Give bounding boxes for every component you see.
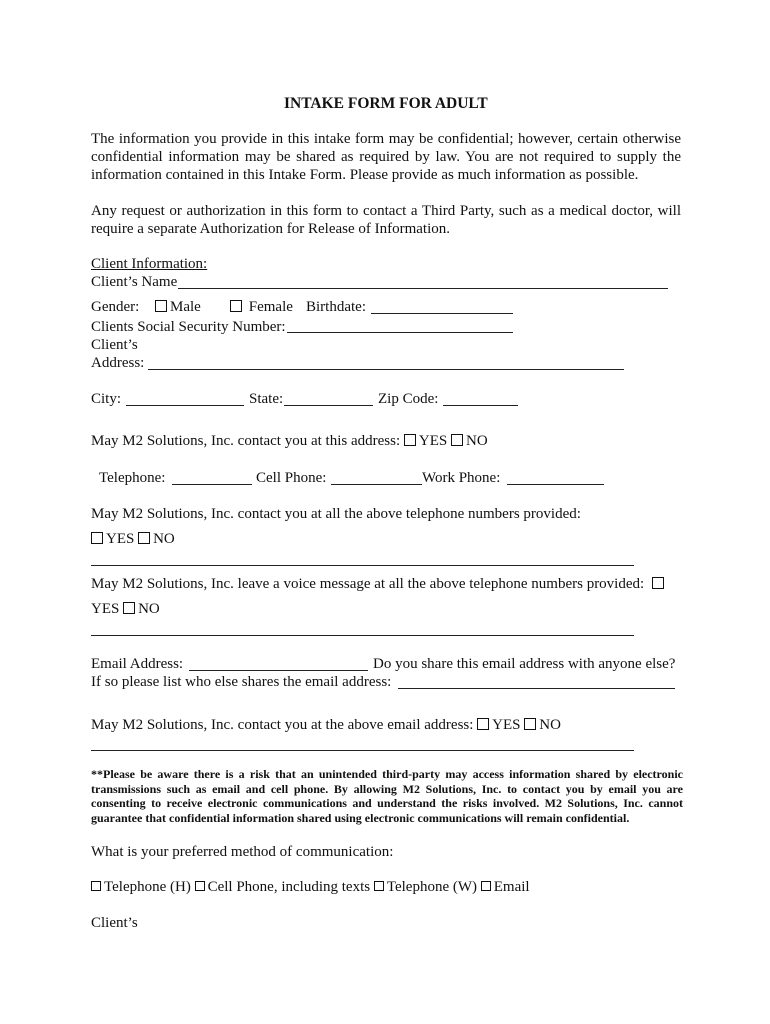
zip-field[interactable] bbox=[443, 405, 518, 406]
yes-label: YES bbox=[106, 531, 135, 547]
address-field[interactable] bbox=[148, 369, 624, 370]
pref-cell-phone-checkbox[interactable] bbox=[195, 881, 205, 891]
yes-label: YES bbox=[91, 601, 120, 617]
contact-phone-notes-line[interactable] bbox=[91, 565, 634, 566]
contact-address-question: May M2 Solutions, Inc. contact you at this address: bbox=[91, 433, 401, 449]
ssn-field[interactable] bbox=[287, 332, 513, 333]
pref-cell-phone-label: Cell Phone, including texts bbox=[207, 879, 371, 895]
form-title: INTAKE FORM FOR ADULT bbox=[284, 95, 488, 112]
telephone-label: Telephone: bbox=[99, 470, 166, 486]
voice-message-question: May M2 Solutions, Inc. leave a voice message at all the above telephone numbers provided: bbox=[91, 576, 645, 592]
email-share-list-field[interactable] bbox=[398, 688, 675, 689]
birthdate-label: Birthdate: bbox=[306, 299, 366, 315]
electronic-communication-warning: **Please be aware there is a risk that an unintended third-party may access information shared by electronic transmissions such as email and cell phone. By allowing M2 Solutions, Inc. to contact you by email you are consenting to receive electronic communications and understand the risks involved. M2 Solutions, Inc. cannot guarantee that confidential information shared using electronic communications will remain confidential. bbox=[91, 767, 683, 825]
email-label: Email Address: bbox=[91, 656, 184, 672]
no-label: NO bbox=[465, 433, 488, 449]
voice-message-no-checkbox[interactable] bbox=[123, 602, 135, 614]
contact-phone-question: May M2 Solutions, Inc. contact you at all the above telephone numbers provided: bbox=[91, 506, 581, 522]
gender-label: Gender: bbox=[91, 299, 140, 315]
preferred-method-question: What is your preferred method of communication: bbox=[91, 844, 394, 860]
contact-address-no-checkbox[interactable] bbox=[451, 434, 463, 446]
preferred-method-options bbox=[91, 878, 530, 896]
voice-message-notes-line[interactable] bbox=[91, 635, 634, 636]
city-field[interactable] bbox=[126, 405, 244, 406]
cell-phone-label: Cell Phone: bbox=[256, 470, 327, 486]
client-name-field[interactable] bbox=[178, 288, 668, 289]
contact-phone-no-checkbox[interactable] bbox=[138, 532, 150, 544]
authorization-paragraph: Any request or authorization in this form to contact a Third Party, such as a medical doctor, will require a separate Authorization for Release of Information. bbox=[91, 203, 681, 237]
email-share-list-label: If so please list who else shares the email address: bbox=[91, 674, 392, 690]
work-phone-field[interactable] bbox=[507, 484, 604, 485]
client-info-heading: Client Information: bbox=[91, 256, 208, 272]
address-label-line2: Address: bbox=[91, 355, 145, 371]
contact-address-row bbox=[91, 432, 488, 450]
male-checkbox[interactable] bbox=[155, 300, 167, 312]
birthdate-field[interactable] bbox=[371, 313, 513, 314]
contact-address-yes-checkbox[interactable] bbox=[404, 434, 416, 446]
pref-email-checkbox[interactable] bbox=[481, 881, 491, 891]
client-final-label: Client’s bbox=[91, 915, 138, 931]
contact-email-notes-line[interactable] bbox=[91, 750, 634, 751]
work-phone-label: Work Phone: bbox=[422, 470, 501, 486]
yes-label: YES bbox=[418, 433, 448, 449]
telephone-field[interactable] bbox=[172, 484, 252, 485]
female-option[interactable] bbox=[230, 298, 293, 316]
male-label: Male bbox=[170, 299, 201, 315]
cell-phone-field[interactable] bbox=[331, 484, 422, 485]
contact-email-question: May M2 Solutions, Inc. contact you at the above email address: bbox=[91, 717, 474, 733]
female-label: Female bbox=[248, 299, 293, 315]
contact-phone-options bbox=[91, 530, 175, 548]
contact-email-no-checkbox[interactable] bbox=[524, 718, 536, 730]
contact-email-row bbox=[91, 716, 561, 734]
voice-message-yes-checkbox[interactable] bbox=[652, 577, 664, 589]
address-label-line1: Client’s bbox=[91, 337, 138, 353]
pref-email-label: Email bbox=[493, 879, 530, 895]
city-label: City: bbox=[91, 391, 122, 407]
no-label: NO bbox=[153, 531, 175, 547]
pref-telephone-work-label: Telephone (W) bbox=[386, 879, 477, 895]
ssn-label: Clients Social Security Number: bbox=[91, 319, 286, 335]
intro-paragraph: The information you provide in this intake form may be confidential; however, certain otherwise confidential information may be shared as required by law. You are not required to supply the information contained in this Intake Form. Please provide as much information as possible. bbox=[91, 131, 681, 183]
pref-telephone-home-checkbox[interactable] bbox=[91, 881, 101, 891]
client-name-label: Client’s Name bbox=[91, 274, 178, 290]
male-option[interactable] bbox=[155, 298, 201, 316]
no-label: NO bbox=[138, 601, 160, 617]
email-field[interactable] bbox=[189, 670, 368, 671]
state-label: State: bbox=[249, 391, 284, 407]
zip-label: Zip Code: bbox=[378, 391, 439, 407]
pref-telephone-home-label: Telephone (H) bbox=[104, 879, 191, 895]
state-field[interactable] bbox=[284, 405, 373, 406]
voice-message-question-row bbox=[91, 575, 667, 593]
email-share-question: Do you share this email address with anyone else? bbox=[373, 656, 676, 672]
female-checkbox[interactable] bbox=[230, 300, 242, 312]
pref-telephone-work-checkbox[interactable] bbox=[374, 881, 384, 891]
yes-label: YES bbox=[492, 717, 521, 733]
contact-phone-yes-checkbox[interactable] bbox=[91, 532, 103, 544]
voice-message-options bbox=[91, 600, 160, 618]
no-label: NO bbox=[539, 717, 561, 733]
contact-email-yes-checkbox[interactable] bbox=[477, 718, 489, 730]
